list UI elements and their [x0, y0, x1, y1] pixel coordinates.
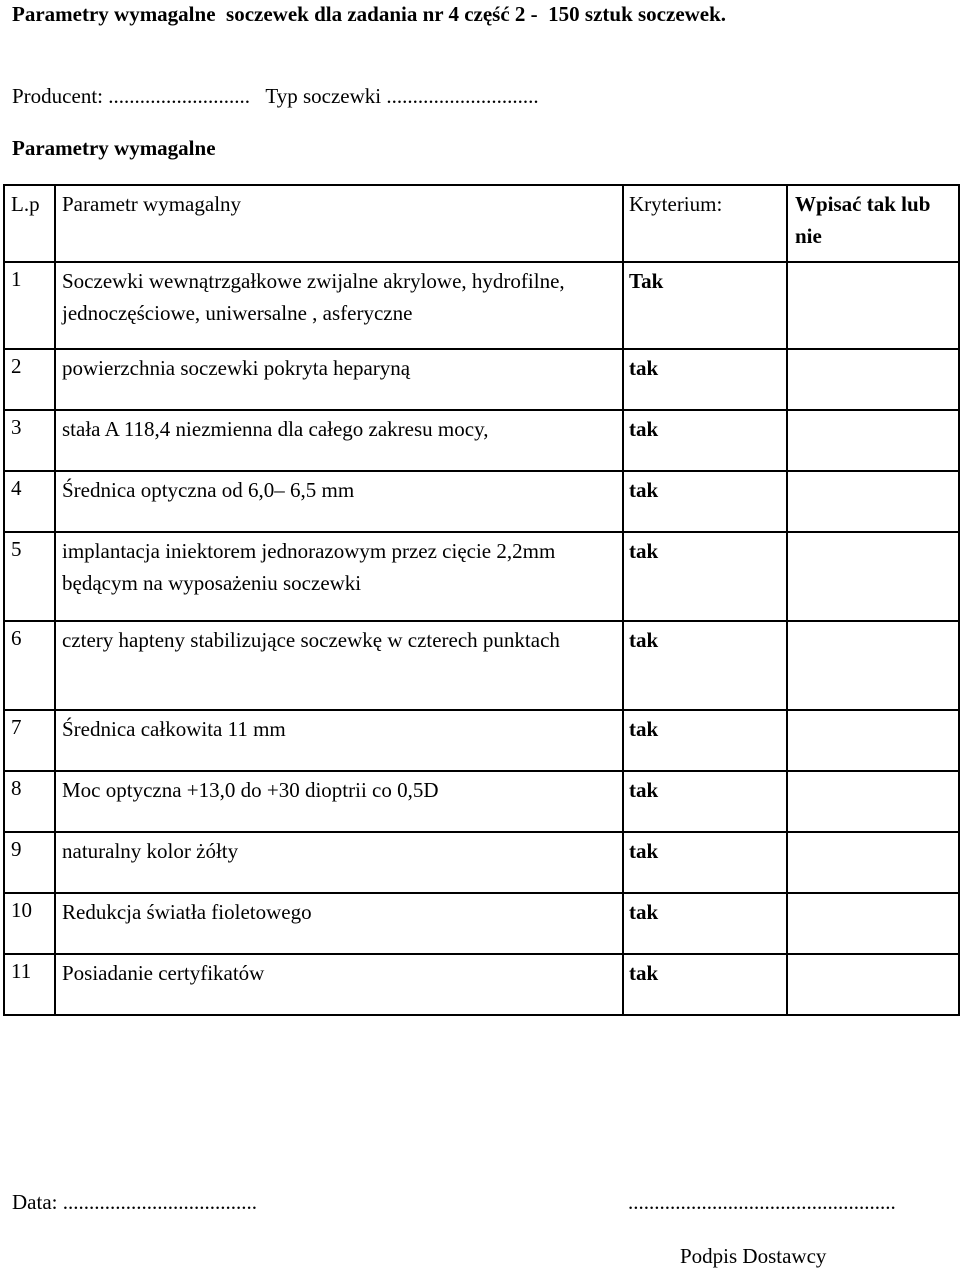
table-row [4, 771, 959, 832]
row-answer-cell[interactable] [787, 832, 959, 893]
row-answer-cell[interactable] [787, 710, 959, 771]
table-row [4, 954, 959, 1015]
row-param: Średnica optyczna od 6,0– 6,5 mm [55, 471, 623, 532]
row-crit: tak [623, 954, 787, 1015]
row-param: powierzchnia soczewki pokryta heparyną [55, 349, 623, 410]
row-crit: tak [623, 710, 787, 771]
table-row [4, 410, 959, 471]
row-answer-cell[interactable] [787, 621, 959, 710]
row-answer-cell[interactable] [787, 771, 959, 832]
row-crit: tak [623, 349, 787, 410]
row-crit: tak [623, 471, 787, 532]
table-header-row [4, 185, 959, 262]
signature-line: ................................................... [628, 1190, 896, 1214]
parameters-table [3, 184, 960, 1016]
row-answer-cell[interactable] [787, 893, 959, 954]
row-crit: Tak [623, 262, 787, 349]
row-answer-cell[interactable] [787, 532, 959, 621]
row-crit: tak [623, 771, 787, 832]
row-crit: tak [623, 410, 787, 471]
row-no: 3 [4, 410, 55, 471]
producer-line: Producent: ........................... Typ soczewki ............................. [12, 84, 539, 108]
table-row [4, 710, 959, 771]
table-row [4, 349, 959, 410]
row-no: 6 [4, 621, 55, 710]
header-no: L.p [4, 185, 55, 262]
row-param: Moc optyczna +13,0 do +30 dioptrii co 0,5D [55, 771, 623, 832]
row-param: cztery hapteny stabilizujące soczewkę w czterech punktach [55, 621, 623, 710]
table-row [4, 832, 959, 893]
row-no: 11 [4, 954, 55, 1015]
table-row [4, 471, 959, 532]
row-no: 1 [4, 262, 55, 349]
row-answer-cell[interactable] [787, 349, 959, 410]
row-param: stała A 118,4 niezmienna dla całego zakresu mocy, [55, 410, 623, 471]
row-param: Posiadanie certyfikatów [55, 954, 623, 1015]
row-no: 8 [4, 771, 55, 832]
header-param: Parametr wymagalny [55, 185, 623, 262]
row-param: implantacja iniektorem jednorazowym przez cięcie 2,2mm będącym na wyposażeniu soczewki [55, 532, 623, 621]
row-param: naturalny kolor żółty [55, 832, 623, 893]
row-no: 10 [4, 893, 55, 954]
section-subtitle: Parametry wymagalne [12, 136, 216, 160]
table-row [4, 893, 959, 954]
row-no: 5 [4, 532, 55, 621]
row-answer-cell[interactable] [787, 954, 959, 1015]
row-crit: tak [623, 532, 787, 621]
row-crit: tak [623, 832, 787, 893]
table-row [4, 532, 959, 621]
row-no: 2 [4, 349, 55, 410]
header-answer: Wpisać tak lub nie [787, 185, 959, 262]
row-answer-cell[interactable] [787, 262, 959, 349]
row-param: Soczewki wewnątrzgałkowe zwijalne akrylowe, hydrofilne, jednoczęściowe, uniwersalne , asferyczne [55, 262, 623, 349]
row-answer-cell[interactable] [787, 471, 959, 532]
signature-label: Podpis Dostawcy [680, 1244, 827, 1268]
row-crit: tak [623, 893, 787, 954]
document-title: Parametry wymagalne soczewek dla zadania nr 4 część 2 - 150 sztuk soczewek. [12, 2, 727, 26]
row-no: 4 [4, 471, 55, 532]
date-line: Data: ..................................... [12, 1190, 257, 1214]
table-row [4, 262, 959, 349]
table-row [4, 621, 959, 710]
row-answer-cell[interactable] [787, 410, 959, 471]
row-no: 7 [4, 710, 55, 771]
row-param: Średnica całkowita 11 mm [55, 710, 623, 771]
row-crit: tak [623, 621, 787, 710]
header-crit: Kryterium: [623, 185, 787, 262]
row-param: Redukcja światła fioletowego [55, 893, 623, 954]
row-no: 9 [4, 832, 55, 893]
